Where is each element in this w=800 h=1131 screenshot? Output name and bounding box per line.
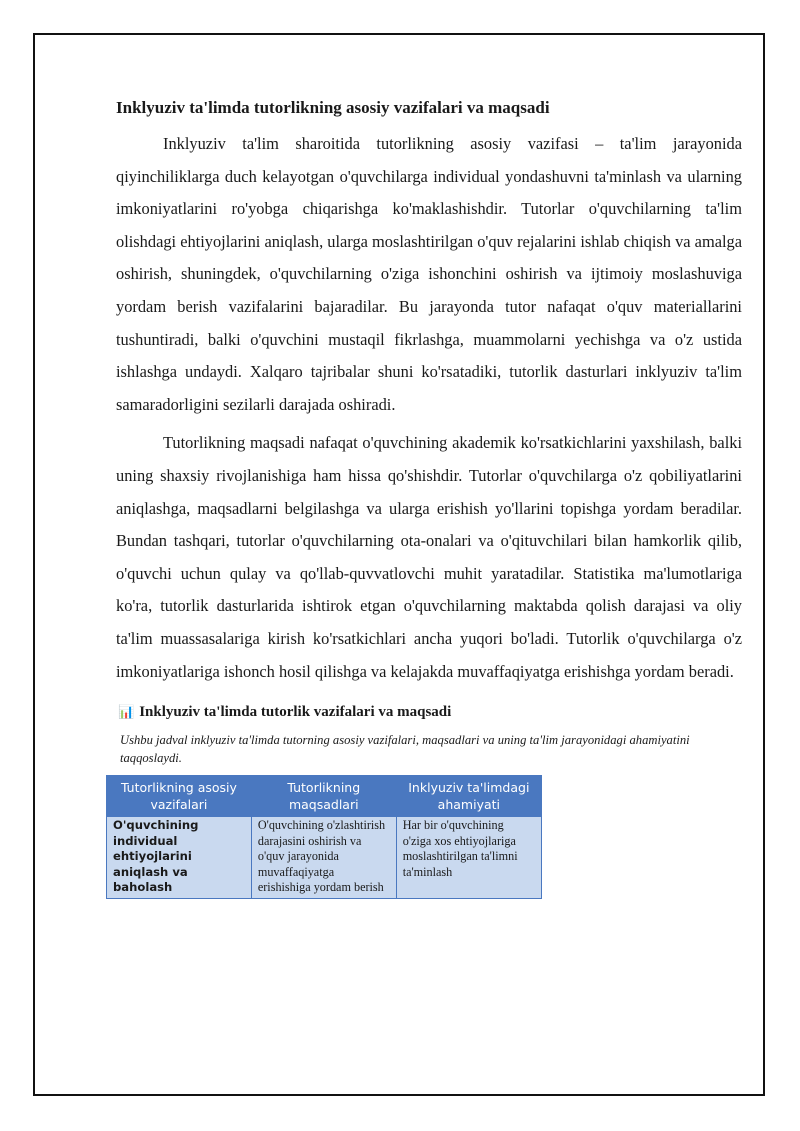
bar-chart-icon: 📊 [118,705,135,721]
comparison-table [106,775,542,899]
table-cell: Har bir o'quvchining o'ziga xos ehtiyojlariga moslashtirilgan ta'limni ta'minlash [396,817,541,899]
table-title [116,702,742,723]
paragraph-1: Inklyuziv ta'lim sharoitida tutorlikning asosiy vazifasi – ta'lim jarayonida qiyinchiliklarga duch kelayotgan o'quvchilarga individual yondashuvni ta'minlash va ularning imkoniyatlarini ro'yobga chiqarishga ko'maklashishdir. Tutorlar o'quvchilarning ta'lim olishdagi ehtiyojlarini aniqlash, ularga moslashtirilgan o'quv rejalarini ishlab chiqish va amalga oshirish, shuningdek, o'quvchilarning o'ziga ishonchini oshirish va ijtimoiy moslashuviga yordam berish vazifalarini bajaradilar. Bu jarayonda tutor nafaqat o'quv materiallarini tushuntiradi, balki o'quvchini mustaqil fikrlashga, muammolarni yechishga va o'z ustida ishlashga undaydi. Xalqaro tajribalar shuni ko'rsatadiki, tutorlik dasturlari inklyuziv ta'lim samaradorligini sezilarli darajada oshiradi. [116,134,742,414]
document-body [113,96,742,899]
table-title-text: Inklyuziv ta'limda tutorlik vazifalari va maqsadi [139,704,452,721]
table-caption: Ushbu jadval inklyuziv ta'limda tutorning asosiy vazifalari, maqsadlari va uning ta'lim jarayonidagi ahamiyatini taqqoslaydi. [120,733,690,766]
section-heading: Inklyuziv ta'limda tutorlikning asosiy vazifalari va maqsadi [116,98,550,117]
table-cell: O'quvchining o'zlashtirish darajasini oshirish va o'quv jarayonida muvaffaqiyatga erishishiga yordam berish [251,817,396,899]
header-cell-importance: Inklyuziv ta'limdagi ahamiyati [396,776,541,817]
header-cell-tasks: Tutorlikning asosiy vazifalari [107,776,252,817]
paragraph-2: Tutorlikning maqsadi nafaqat o'quvchining akademik ko'rsatkichlarini yaxshilash, balki uning shaxsiy rivojlanishiga ham hissa qo'shishdir. Tutorlar o'quvchilarga o'z qobiliyatlarini aniqlashga, maqsadlarni belgilashga va ularga erishish yo'llarini topishga yordam beradilar. Bundan tashqari, tutorlar o'quvchilarning ota-onalari va o'qituvchilari bilan hamkorlik qilib, o'quvchi uchun qulay va qo'llab-quvvatlovchi muhit yaratadilar. Statistika ma'lumotlariga ko'ra, tutorlik dasturlarida ishtirok etgan o'quvchilarning maktabda qolish darajasi va oliy ta'lim muassasalariga kirish ko'rsatkichlari ancha yuqori bo'ladi. Tutorlik o'quvchilarga o'z imkoniyatlariga ishonch hosil qilishga va kelajakda muvaffaqiyatga erishishga yordam beradi. [116,433,742,681]
table-cell: O'quvchining individual ehtiyojlarini aniqlash va baholash [107,817,252,899]
table-row [107,817,542,899]
header-cell-goals: Tutorlikning maqsadlari [251,776,396,817]
table-header-row [107,776,542,817]
table-section [113,702,742,899]
